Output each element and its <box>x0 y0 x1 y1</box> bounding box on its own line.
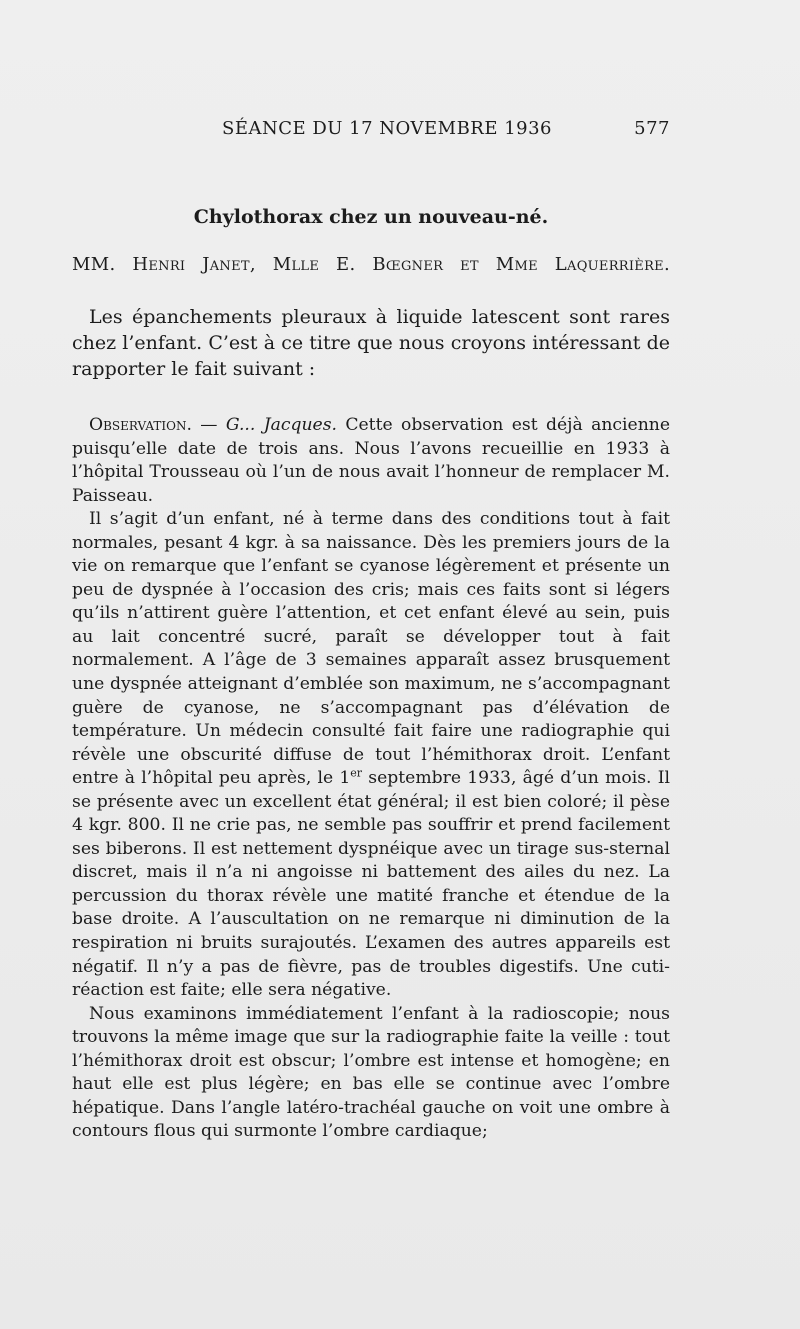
observation-dash: — <box>191 415 226 435</box>
observation-paragraph-2 <box>72 508 670 1002</box>
observation-paragraph-3: Nous examinons immédiatement l’enfant à la radioscopie; nous trouvons la même image que sur la radiographie faite la veille : tout l’hémithorax droit est obscur; l’ombre est intense et homogène; en haut elle est plus légère; en bas elle se continue avec l’ombre hépatique. Dans l’angle latéro-trachéal gauche on voit une ombre à contours flous qui surmonte l’ombre cardiaque; <box>72 1003 670 1142</box>
article-authors: MM. Henri Janet, Mlle E. Bœgner et Mme Laquerrière. <box>72 254 670 275</box>
observation-paragraph-2-text-b: septembre 1933, âgé d’un mois. Il se présente avec un excellent état général; il est bien coloré; il pèse 4 kgr. 800. Il ne crie pas, ne semble pas souffrir et prend facilement ses biberons. Il est nettement dyspnéique avec un tirage sus-sternal discret, mais il n’a ni angoisse ni battement des ailes du nez. La percussion du thorax révèle une matité franche et étendue de la base droite. A l’auscultation on ne remarque ni diminution de la respiration ni bruits surajoutés. L’examen des autres appareils est négatif. Il n’y a pas de fièvre, pas de troubles digestifs. Une cuti-réaction est faite; elle sera négative. <box>72 768 670 1001</box>
observation-section <box>72 414 670 1144</box>
intro-paragraph <box>72 304 670 382</box>
patient-name: G... Jacques. <box>225 415 337 435</box>
superscript-er: er <box>350 766 363 780</box>
observation-paragraph-2-text-a: Il s’agit d’un enfant, né à terme dans des conditions tout à fait normales, pesant 4 kgr. à sa naissance. Dès les premiers jours de la vie on remarque que l’enfant se cyanose légèrement et présente un peu de dyspnée à l’occasion des cris; mais ces faits sont si légers qu’ils n’attirent guère l’attention, et cet enfant élevé au sein, puis au lait concentré sucré, paraît se développer tout à fait normalement. A l’âge de 3 semaines apparaît assez brusquement une dyspnée atteignant d’emblée son maximum, ne s’accompagnant guère de cyanose, ne s’accompagnant pas d’élévation de température. Un médecin consulté fait faire une radiographie qui révèle une obscurité diffuse de tout l’hémithorax droit. L’enfant entre à l’hôpital peu après, le 1 <box>72 509 670 789</box>
observation-label: Observation. <box>89 415 192 435</box>
article-title: Chylothorax chez un nouveau-né. <box>193 206 549 228</box>
observation-paragraph-1 <box>72 414 670 508</box>
intro-text: Les épanchements pleuraux à liquide latescent sont rares chez l’enfant. C’est à ce titre que nous croyons intéressant de rapporter le fait suivant : <box>72 306 670 380</box>
page-number: 577 <box>634 118 670 139</box>
running-title: SÉANCE DU 17 NOVEMBRE 1936 <box>222 118 553 139</box>
observation-paragraph-1-text: Cette observation est déjà ancienne puisqu’elle date de trois ans. Nous l’avons recueillie en 1933 à l’hôpital Trousseau où l’un de nous avait l’honneur de remplacer M. Paisseau. <box>72 415 671 506</box>
